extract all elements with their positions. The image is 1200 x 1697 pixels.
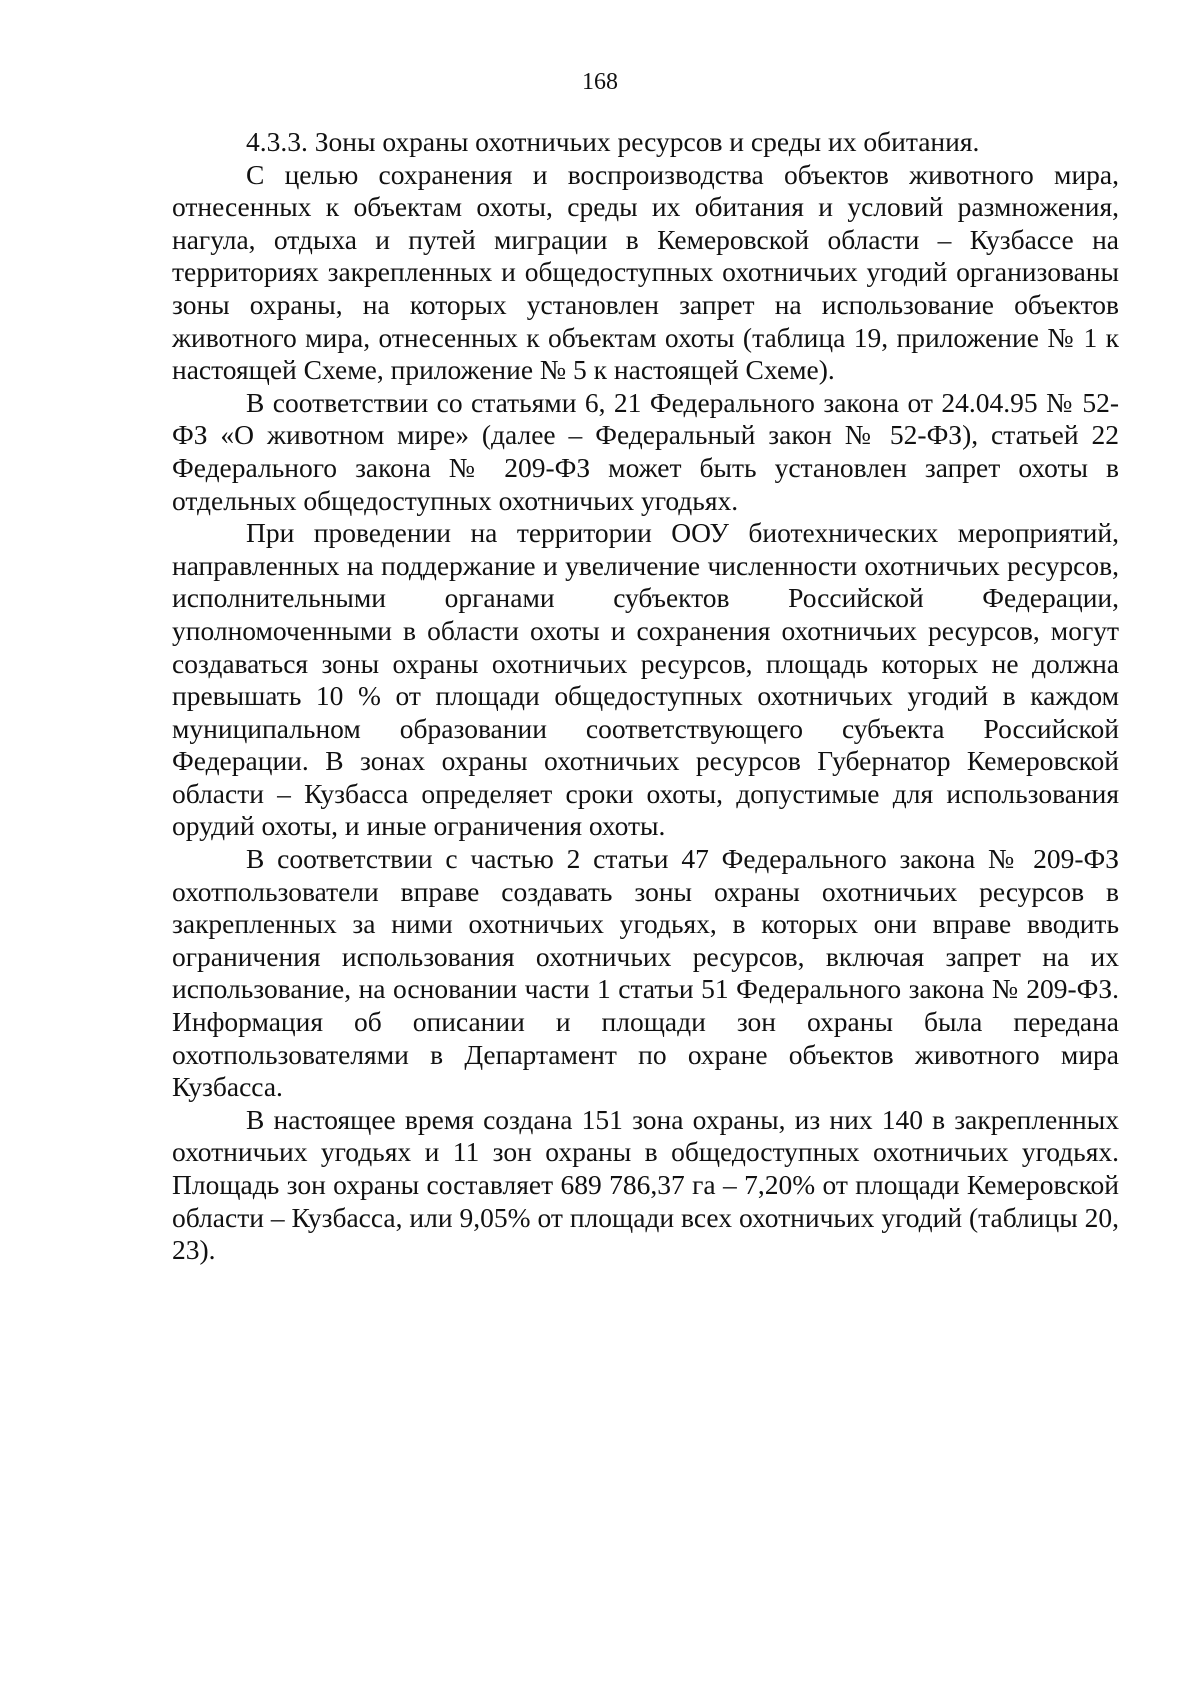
body-text — [172, 126, 1119, 1267]
page-number: 168 — [582, 69, 618, 95]
paragraph: В соответствии с частью 2 статьи 47 Федерального закона № 209-ФЗ охотпользователи вправе создавать зоны охраны охотничьих ресурсов в закрепленных за ними охотничьих угодьях, в которых они вправе вводить ограничения использования охотничьих ресурсов, включая запрет на их использование, на основании части 1 статьи 51 Федерального закона № 209-ФЗ. Информация об описании и площади зон охраны была передана охотпользователями в Департамент по охране объектов животного мира Кузбасса. — [172, 843, 1119, 1103]
paragraph: С целью сохранения и воспроизводства объектов животного мира, отнесенных к объектам охоты, среды их обитания и условий размножения, нагула, отдыха и путей миграции в Кемеровской области – Кузбассе на территориях закрепленных и общедоступных охотничьих угодий организованы зоны охраны, на которых установлен запрет на использование объектов животного мира, отнесенных к объектам охоты (таблица 19, приложение № 1 к настоящей Схеме, приложение № 5 к настоящей Схеме). — [172, 158, 1119, 386]
paragraph: В настоящее время создана 151 зона охраны, из них 140 в закрепленных охотничьих угодьях и 11 зон охраны в общедоступных охотничьих угодьях. Площадь зон охраны составляет 689 786,37 га – 7,20% от площади Кемеровской области – Кузбасса, или 9,05% от площади всех охотничьих угодий (таблицы 20, 23). — [172, 1103, 1119, 1266]
paragraph: В соответствии со статьями 6, 21 Федерального закона от 24.04.95 № 52-ФЗ «О животном мире» (далее – Федеральный закон № 52-ФЗ), статьей 22 Федерального закона № 209-ФЗ может быть установлен запрет охоты в отдельных общедоступных охотничьих угодьях. — [172, 386, 1119, 516]
section-heading: 4.3.3. Зоны охраны охотничьих ресурсов и среды их обитания. — [246, 126, 980, 157]
paragraph: При проведении на территории ООУ биотехнических мероприятий, направленных на поддержание и увеличение численности охотничьих ресурсов, исполнительными органами субъектов Российской Федерации, уполномоченными в области охоты и сохранения охотничьих ресурсов, могут создаваться зоны охраны охотничьих ресурсов, площадь которых не должна превышать 10 % от площади общедоступных охотничьих угодий в каждом муниципальном образовании соответствующего субъекта Российской Федерации. В зонах охраны охотничьих ресурсов Губернатор Кемеровской области – Кузбасса определяет сроки охоты, допустимые для использования орудий охоты, и иные ограничения охоты. — [172, 517, 1119, 842]
